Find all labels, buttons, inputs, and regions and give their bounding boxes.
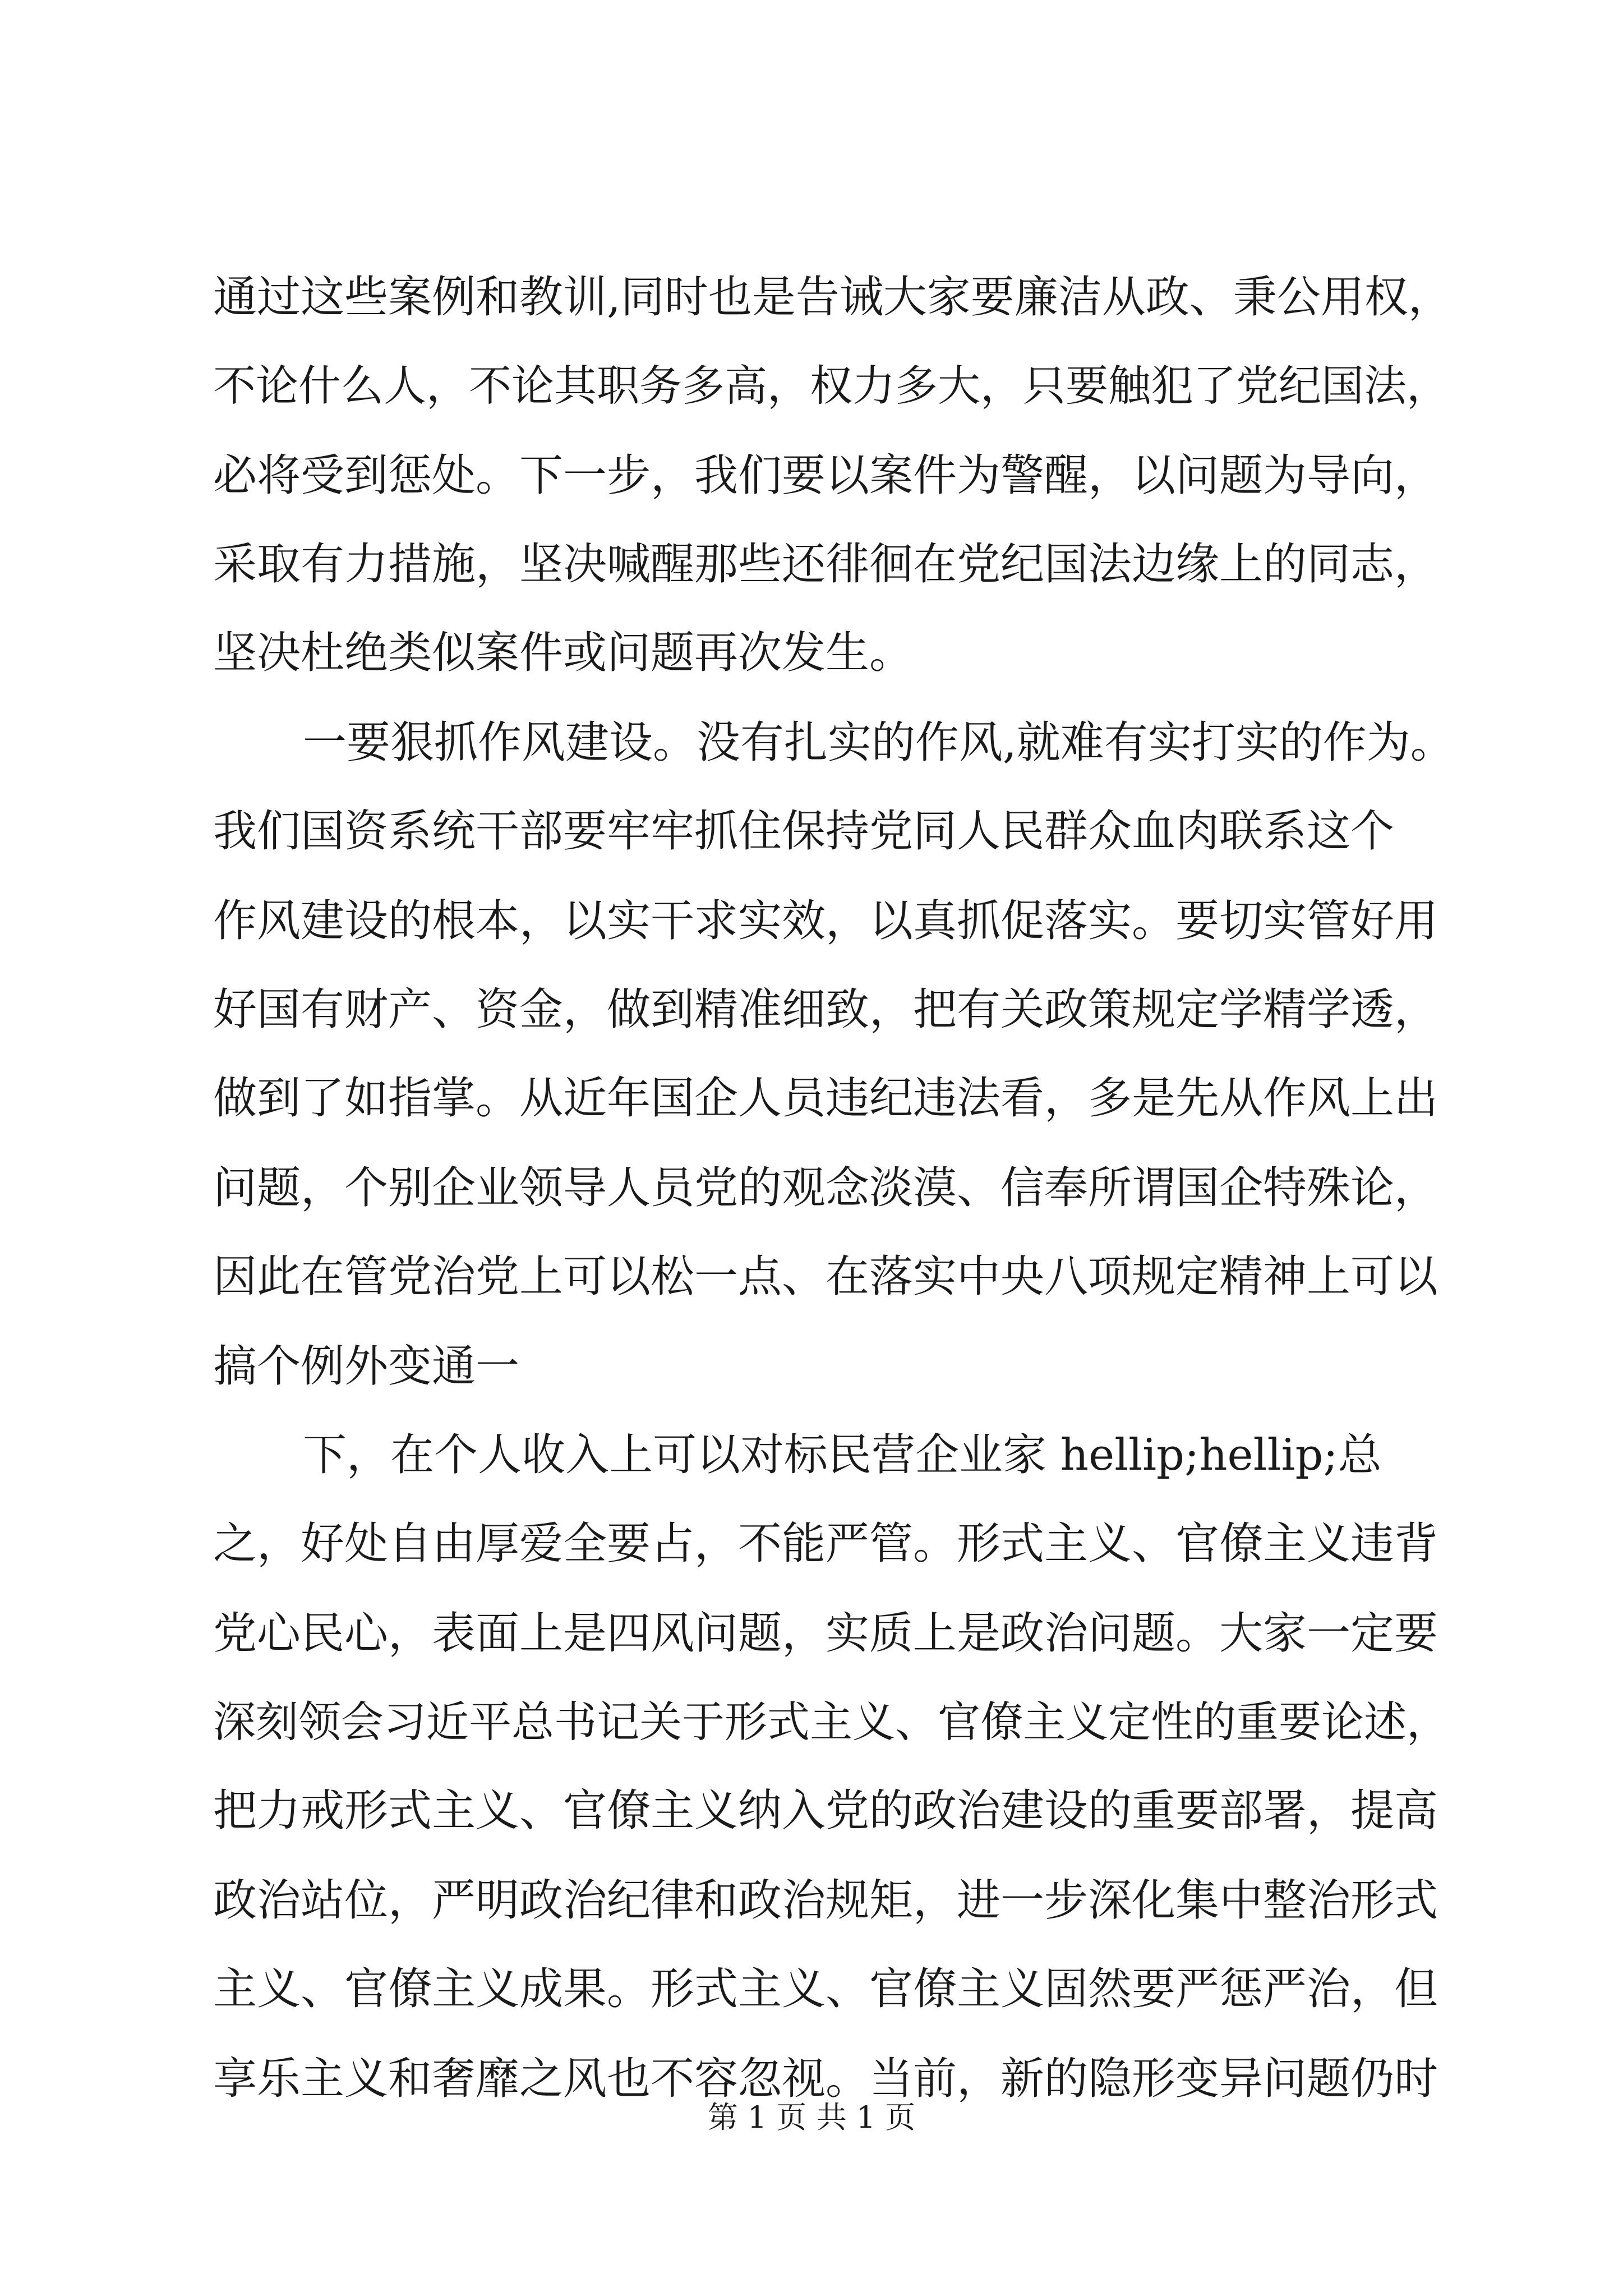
text-line-21: 享乐主义和奢靡之风也不容忽视。当前，新的隐形变异问题仍时 (213, 2054, 1438, 2104)
text-line-16: 党心民心，表面上是四风问题，实质上是政治问题。大家一定要 (213, 1608, 1438, 1659)
page-footer: 第 1 页 共 1 页 (707, 2100, 916, 2135)
text-line-14: 下，在个人收入上可以对标民营企业家 hellip;hellip;总 (303, 1430, 1382, 1480)
text-line-18: 把力戒形式主义、官僚主义纳入党的政治建设的重要部署，提高 (213, 1786, 1438, 1836)
text-line-8: 作风建设的根本，以实干求实效，以真抓促落实。要切实管好用 (213, 896, 1438, 946)
text-line-15: 之，好处自由厚爱全要占，不能严管。形式主义、官僚主义违背 (213, 1519, 1438, 1569)
text-line-13: 搞个例外变通一 (213, 1341, 520, 1392)
text-line-9: 好国有财产、资金，做到精准细致，把有关政策规定学精学透， (213, 984, 1438, 1035)
text-line-3: 必将受到惩处。下一步，我们要以案件为警醒，以问题为导向， (213, 450, 1438, 501)
text-line-10: 做到了如指掌。从近年国企人员违纪违法看，多是先从作风上出 (213, 1073, 1438, 1124)
text-line-1: 通过这些案例和教训,同时也是告诫大家要廉洁从政、秉公用权， (213, 272, 1452, 323)
text-line-7: 我们国资系统干部要牢牢抓住保持党同人民群众血肉联系这个 (213, 806, 1395, 857)
text-line-12: 因此在管党治党上可以松一点、在落实中央八项规定精神上可以 (213, 1251, 1438, 1302)
text-line-17: 深刻领会习近平总书记关于形式主义、官僚主义定性的重要论述， (213, 1697, 1449, 1747)
text-line-19: 政治站位，严明政治纪律和政治规矩，进一步深化集中整治形式 (213, 1875, 1438, 1926)
text-line-20: 主义、官僚主义成果。形式主义、官僚主义固然要严惩严治，但 (213, 1964, 1438, 2014)
text-line-4: 采取有力措施，坚决喊醒那些还徘徊在党纪国法边缘上的同志， (213, 539, 1438, 590)
text-line-6: 一要狠抓作风建设。没有扎实的作风,就难有实打实的作为。 (303, 717, 1454, 768)
text-line-2: 不论什么人，不论其职务多高，权力多大，只要触犯了党纪国法， (213, 361, 1449, 411)
text-line-5: 坚决杜绝类似案件或问题再次发生。 (213, 628, 914, 678)
text-line-11: 问题，个别企业领导人员党的观念淡漠、信奉所谓国企特殊论， (213, 1163, 1438, 1213)
